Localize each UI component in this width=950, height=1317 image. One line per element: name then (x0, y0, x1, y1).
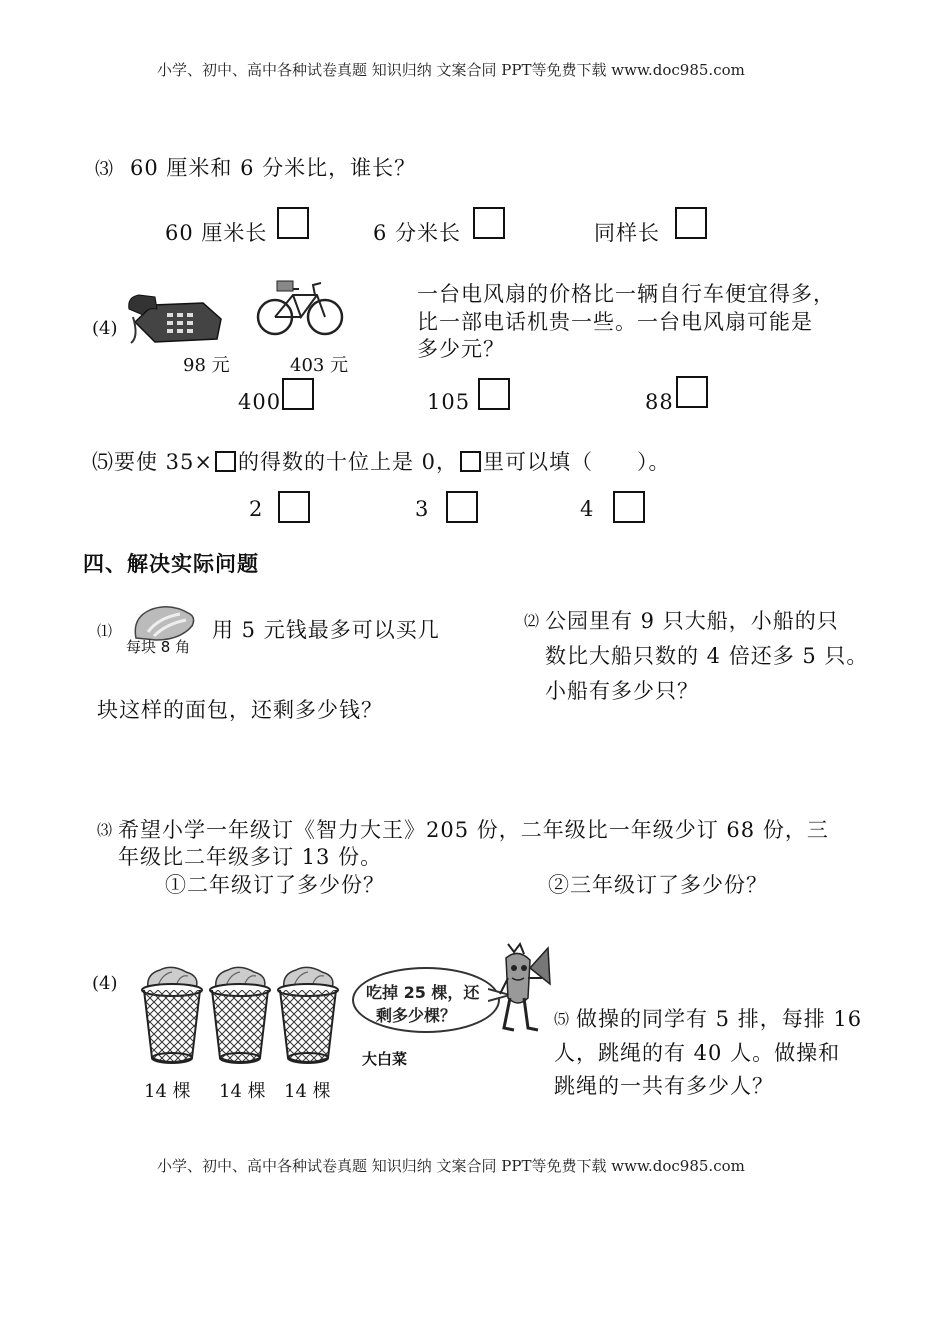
q5-inline-box-2 (460, 451, 481, 472)
q5-option-2: 3 (415, 497, 430, 521)
q3-option-3: 同样长 (594, 221, 660, 245)
bread-price-label: 每块 8 角 (126, 638, 191, 656)
q5-option-1: 2 (249, 497, 264, 521)
p5-line-2: 人，跳绳的有 40 人。做操和 (554, 1041, 841, 1065)
bubble-line-1: 吃掉 25 棵，还 (366, 983, 480, 1002)
page-header: 小学、初中、高中各种试卷真题 知识归纳 文案合同 PPT等免费下载 www.doc985.com (157, 61, 745, 79)
q5-number: ⑸ (92, 450, 114, 474)
q4-option-1: 400 (238, 390, 282, 414)
basket-count-1: 14 棵 (144, 1081, 191, 1102)
q4-option-3: 88 (645, 390, 674, 414)
page-footer: 小学、初中、高中各种试卷真题 知识归纳 文案合同 PPT等免费下载 www.doc985.com (157, 1157, 745, 1175)
p4-number: (4) (92, 973, 118, 994)
cabbage-baskets-icon (140, 962, 345, 1072)
q5-inline-box-1 (215, 451, 236, 472)
basket-count-3: 14 棵 (284, 1081, 331, 1102)
q3-number: ⑶ (95, 159, 113, 180)
q5-text-b: 的得数的十位上是 0， (238, 450, 459, 474)
p3-line-1: 希望小学一年级订《智力大王》205 份，二年级比一年级少订 68 份，三 (118, 818, 829, 842)
q4-answer-box-3[interactable] (676, 376, 708, 408)
q5-text-a: 要使 35× (114, 450, 213, 474)
p1-number: ⑴ (97, 622, 113, 640)
q4-number: (4) (92, 318, 118, 339)
p3-sub-2: ②三年级订了多少份？ (548, 873, 768, 897)
p3-sub-1: ①二年级订了多少份？ (165, 873, 385, 897)
p3-number: ⑶ (97, 821, 113, 839)
bicycle-icon (255, 275, 345, 337)
q5-answer-box-2[interactable] (446, 491, 478, 523)
p1-line-2: 块这样的面包，还剩多少钱？ (97, 698, 383, 722)
q3-answer-box-1[interactable] (277, 207, 309, 239)
bike-price: 403 元 (290, 355, 349, 376)
q4-option-2: 105 (427, 390, 471, 414)
p2-number: ⑵ (524, 612, 540, 630)
basket-count-2: 14 棵 (219, 1081, 266, 1102)
q3-answer-box-2[interactable] (473, 207, 505, 239)
q3-text: 60 厘米和 6 分米比，谁长？ (130, 156, 417, 180)
p5-line-1: 做操的同学有 5 排，每排 16 (576, 1007, 863, 1031)
q3-option-2: 6 分米长 (373, 221, 462, 245)
p2-line-3: 小船有多少只？ (545, 679, 699, 703)
phone-price: 98 元 (183, 355, 230, 376)
q3-answer-box-3[interactable] (675, 207, 707, 239)
q5-answer-box-3[interactable] (613, 491, 645, 523)
cabbage-label: 大白菜 (362, 1050, 408, 1068)
q5-text-c: 里可以填（ ）。 (483, 450, 671, 474)
p2-line-2: 数比大船只数的 4 倍还多 5 只。 (545, 644, 869, 668)
p2-line-1: 公园里有 9 只大船，小船的只 (545, 609, 839, 633)
q3-option-1: 60 厘米长 (165, 221, 268, 245)
q4-answer-box-1[interactable] (282, 378, 314, 410)
section-title: 四、解决实际问题 (83, 552, 259, 576)
p1-line-1: 用 5 元钱最多可以买几 (212, 618, 440, 642)
q5-answer-box-1[interactable] (278, 491, 310, 523)
telephone-icon (125, 287, 225, 347)
q5-option-3: 4 (580, 497, 595, 521)
q5-text (92, 446, 671, 476)
q4-answer-box-2[interactable] (478, 378, 510, 410)
q4-text-line-2: 比一部电话机贵一些。一台电风扇可能是 (417, 310, 813, 334)
p3-line-2: 年级比二年级多订 13 份。 (118, 845, 383, 869)
q4-text-line-3: 多少元？ (417, 337, 505, 361)
q4-text-line-1: 一台电风扇的价格比一辆自行车便宜得多， (417, 282, 835, 306)
cartoon-character-icon (498, 938, 556, 1038)
p5-line-3: 跳绳的一共有多少人？ (554, 1074, 774, 1098)
bubble-line-2: 剩多少棵？ (376, 1006, 457, 1025)
p5-number: ⑸ (554, 1010, 570, 1028)
